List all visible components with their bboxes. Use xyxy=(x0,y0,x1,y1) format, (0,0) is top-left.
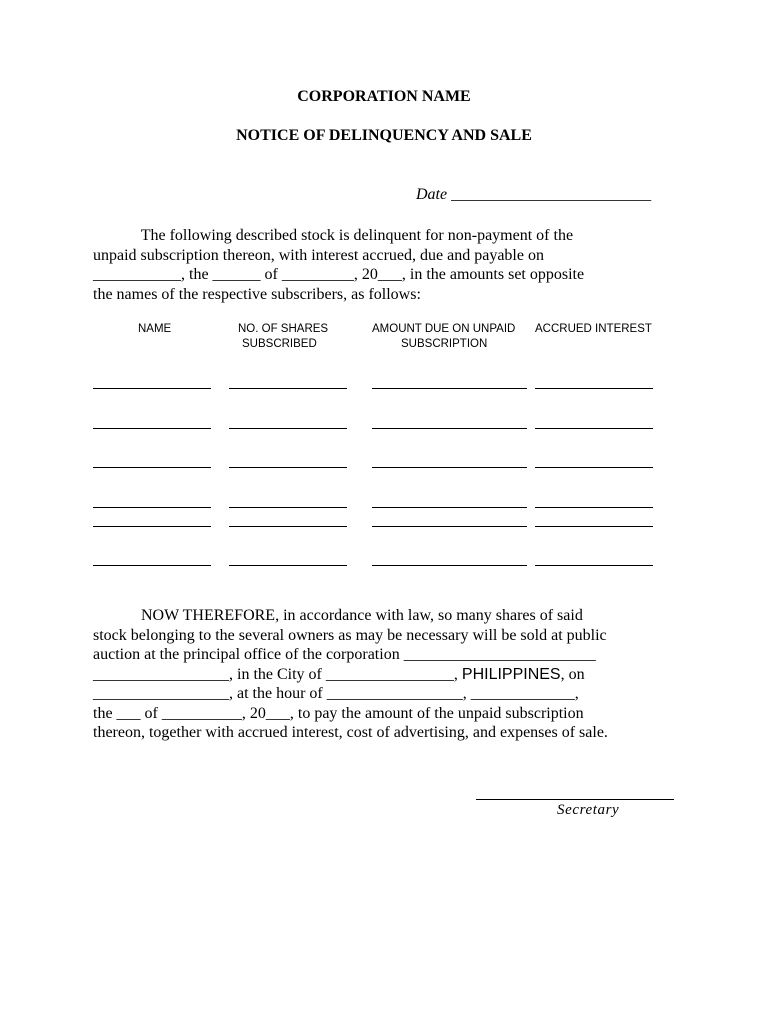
blank-amount[interactable] xyxy=(372,526,527,527)
paragraph-sale xyxy=(93,606,608,743)
paragraph1-line2: unpaid subscription thereon, with interest accrued, due and payable on xyxy=(93,246,544,264)
column-header-name: NAME xyxy=(138,323,172,335)
blank-interest[interactable] xyxy=(535,565,653,566)
paragraph2-line6: the ___ of __________, 20___, to pay the amount of the unpaid subscription xyxy=(93,704,584,722)
column-header-interest: ACCRUED INTEREST xyxy=(535,323,652,335)
blank-amount[interactable] xyxy=(372,507,527,508)
table-row xyxy=(0,388,768,390)
column-header-amount: AMOUNT DUE ON UNPAID SUBSCRIPTION xyxy=(372,323,516,350)
blank-interest[interactable] xyxy=(535,428,653,429)
paragraph2-line3: auction at the principal office of the corporation ________________________ xyxy=(93,646,596,663)
date-label: Date xyxy=(416,186,448,203)
corporation-name: CORPORATION NAME xyxy=(297,88,471,105)
blank-amount[interactable] xyxy=(372,565,527,566)
secretary-label: Secretary xyxy=(557,802,620,818)
blank-interest[interactable] xyxy=(535,526,653,527)
table-row xyxy=(0,428,768,430)
signature-line[interactable] xyxy=(476,799,674,800)
blank-name[interactable] xyxy=(93,526,211,527)
country-name: PHILIPPINES xyxy=(461,665,561,683)
blank-shares[interactable] xyxy=(229,565,347,566)
blank-name[interactable] xyxy=(93,467,211,468)
blank-interest[interactable] xyxy=(535,388,653,389)
paragraph1-line4: the names of the respective subscribers, as follows: xyxy=(93,285,421,303)
paragraph-delinquency xyxy=(93,226,584,304)
blank-shares[interactable] xyxy=(229,507,347,508)
date-field xyxy=(416,186,651,204)
blank-amount[interactable] xyxy=(372,467,527,468)
table-row xyxy=(0,526,768,528)
blank-interest[interactable] xyxy=(535,467,653,468)
paragraph2-line1: NOW THEREFORE, in accordance with law, so many shares of said xyxy=(93,607,583,624)
paragraph1-line3: ___________, the ______ of _________, 20___, in the amounts set opposite xyxy=(93,266,585,283)
blank-interest[interactable] xyxy=(535,507,653,508)
notice-title: NOTICE OF DELINQUENCY AND SALE xyxy=(236,127,532,144)
blank-shares[interactable] xyxy=(229,467,347,468)
paragraph2-line2: stock belonging to the several owners as may be necessary will be sold at public xyxy=(93,626,607,644)
blank-name[interactable] xyxy=(93,428,211,429)
blank-shares[interactable] xyxy=(229,428,347,429)
paragraph2-line4: _________________, in the City of ________________, PHILIPPINES, on xyxy=(93,665,585,683)
blank-amount[interactable] xyxy=(372,428,527,429)
paragraph2-line5: _________________, at the hour of _________________, _____________, xyxy=(93,685,579,702)
paragraph1-line1: The following described stock is delinquent for non-payment of the xyxy=(93,227,574,244)
blank-shares[interactable] xyxy=(229,526,347,527)
blank-name[interactable] xyxy=(93,565,211,566)
blank-amount[interactable] xyxy=(372,388,527,389)
table-row xyxy=(0,507,768,509)
table-row xyxy=(0,467,768,469)
paragraph2-line7: thereon, together with accrued interest, cost of advertising, and expenses of sale. xyxy=(93,724,608,741)
blank-shares[interactable] xyxy=(229,388,347,389)
column-header-shares: NO. OF SHARES SUBSCRIBED xyxy=(238,323,329,350)
table-row xyxy=(0,565,768,567)
blank-name[interactable] xyxy=(93,507,211,508)
date-blank[interactable]: _________________________ xyxy=(447,186,652,203)
blank-name[interactable] xyxy=(93,388,211,389)
